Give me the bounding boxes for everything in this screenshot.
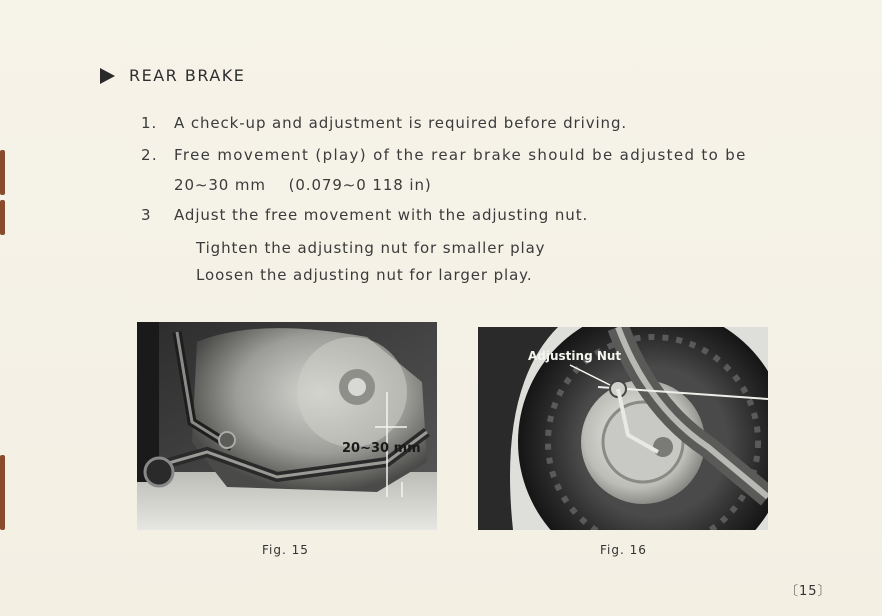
section-title: REAR BRAKE <box>129 66 246 85</box>
binding-mark <box>0 150 5 195</box>
step-number: 1. <box>141 114 158 132</box>
step-3-sub <box>196 239 545 257</box>
step-2-continued <box>174 176 432 194</box>
figure-15-caption: Fig. 15 <box>262 543 309 557</box>
rear-engine-photo <box>137 322 437 530</box>
binding-mark <box>0 455 5 530</box>
figure-16-caption: Fig. 16 <box>600 543 647 557</box>
rear-wheel-photo <box>478 327 768 530</box>
figure-15-photo <box>137 322 437 530</box>
step-text: Free movement (play) of the rear brake should be adjusted to be <box>174 146 747 164</box>
step-text-continued: 20∼30 mm (0.079∼0 118 in) <box>174 176 432 194</box>
step-subtext: Loosen the adjusting nut for larger play. <box>196 266 533 284</box>
step-number: 2. <box>141 146 159 164</box>
page-number: 〔15〕 <box>785 584 832 599</box>
triangle-bullet-icon <box>100 68 115 84</box>
step-1 <box>141 114 627 132</box>
play-dimension-label: 20∼30 mm <box>342 441 421 456</box>
adjusting-nut-label: Adjusting Nut <box>528 349 622 363</box>
step-text: Adjust the free movement with the adjusting nut. <box>174 206 589 224</box>
step-3 <box>141 206 588 224</box>
binding-mark <box>0 200 5 235</box>
step-3-sub <box>196 266 533 284</box>
step-subtext: Tighten the adjusting nut for smaller play <box>196 239 546 257</box>
step-text: A check-up and adjustment is required before driving. <box>174 114 628 132</box>
section-heading <box>100 66 245 85</box>
step-number: 3 <box>141 206 152 224</box>
step-2 <box>141 146 747 164</box>
figure-16-photo <box>478 327 768 530</box>
